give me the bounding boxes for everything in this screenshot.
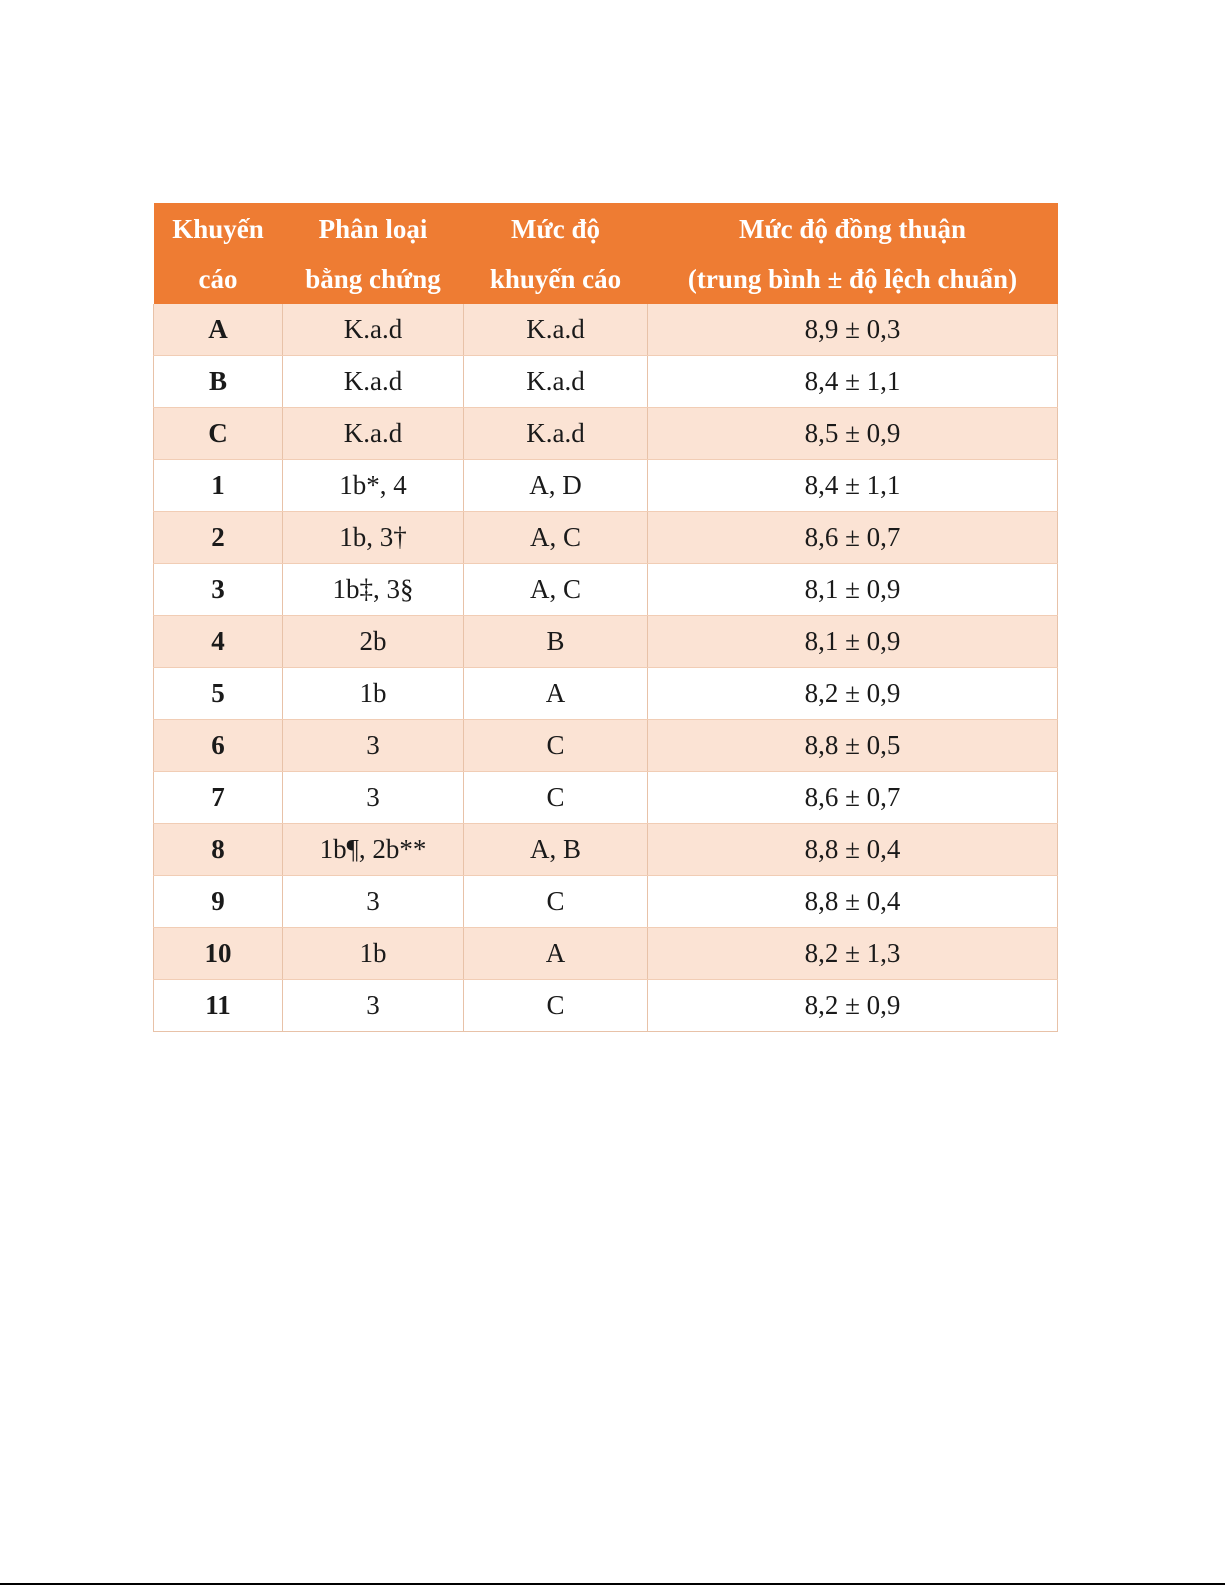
cell-recommendation-grade: B [464,616,648,668]
cell-agreement-level: 8,9 ± 0,3 [648,304,1058,356]
header-recommendation-grade [464,203,648,304]
cell-recommendation: C [154,408,283,460]
cell-agreement-level: 8,4 ± 1,1 [648,356,1058,408]
cell-recommendation-grade: A, D [464,460,648,512]
table-row [154,720,1058,772]
cell-recommendation-grade: K.a.d [464,408,648,460]
header-agreement-level-line-1: Mức độ đồng thuận [738,213,966,244]
table-row [154,824,1058,876]
table-row [154,356,1058,408]
cell-recommendation-grade: C [464,980,648,1032]
cell-agreement-level: 8,4 ± 1,1 [648,460,1058,512]
cell-recommendation-grade: A, C [464,512,648,564]
table-row [154,772,1058,824]
cell-recommendation: 6 [154,720,283,772]
header-agreement-level [648,203,1058,304]
table-row [154,512,1058,564]
header-recommendation-grade-line-2: khuyến cáo [489,263,622,294]
cell-recommendation: 8 [154,824,283,876]
table-header [154,203,1058,304]
cell-agreement-level: 8,2 ± 0,9 [648,668,1058,720]
cell-recommendation: 2 [154,512,283,564]
cell-recommendation-grade: A, B [464,824,648,876]
header-recommendation [154,203,283,304]
cell-recommendation-grade: C [464,876,648,928]
cell-recommendation: A [154,304,283,356]
cell-evidence-class: 2b [283,616,464,668]
cell-recommendation: B [154,356,283,408]
cell-recommendation: 4 [154,616,283,668]
table-row [154,668,1058,720]
cell-evidence-class: 1b*, 4 [283,460,464,512]
table-row [154,408,1058,460]
cell-evidence-class: 1b‡, 3§ [283,564,464,616]
table-row [154,564,1058,616]
cell-agreement-level: 8,8 ± 0,4 [648,824,1058,876]
cell-agreement-level: 8,6 ± 0,7 [648,512,1058,564]
cell-evidence-class: 3 [283,876,464,928]
cell-recommendation-grade: K.a.d [464,304,648,356]
table-row [154,876,1058,928]
cell-evidence-class: 3 [283,772,464,824]
cell-recommendation: 9 [154,876,283,928]
table-row [154,928,1058,980]
table-row [154,304,1058,356]
cell-recommendation-grade: C [464,772,648,824]
cell-recommendation-grade: A [464,928,648,980]
cell-recommendation-grade: A [464,668,648,720]
header-agreement-level-line-2: (trung bình ± độ lệch chuẩn) [687,263,1018,294]
cell-evidence-class: 3 [283,980,464,1032]
header-evidence-class [283,203,464,304]
cell-agreement-level: 8,8 ± 0,5 [648,720,1058,772]
table-row [154,980,1058,1032]
cell-agreement-level: 8,6 ± 0,7 [648,772,1058,824]
cell-recommendation: 1 [154,460,283,512]
cell-evidence-class: 1b¶, 2b** [283,824,464,876]
cell-evidence-class: K.a.d [283,304,464,356]
cell-recommendation-grade: A, C [464,564,648,616]
cell-agreement-level: 8,8 ± 0,4 [648,876,1058,928]
table-row [154,616,1058,668]
header-evidence-class-line-2: bằng chứng [305,263,441,294]
cell-recommendation: 7 [154,772,283,824]
cell-evidence-class: K.a.d [283,356,464,408]
cell-evidence-class: 1b [283,928,464,980]
cell-recommendation: 11 [154,980,283,1032]
cell-agreement-level: 8,1 ± 0,9 [648,564,1058,616]
cell-recommendation-grade: K.a.d [464,356,648,408]
table-body [154,304,1058,1032]
recommendations-table [153,203,1058,1032]
header-recommendation-line-1: Khuyến [172,213,264,244]
cell-recommendation: 3 [154,564,283,616]
cell-agreement-level: 8,5 ± 0,9 [648,408,1058,460]
header-evidence-class-line-1: Phân loại [318,213,428,244]
cell-evidence-class: 1b, 3† [283,512,464,564]
cell-evidence-class: 3 [283,720,464,772]
header-recommendation-line-2: cáo [198,263,238,294]
cell-recommendation-grade: C [464,720,648,772]
cell-recommendation: 5 [154,668,283,720]
cell-recommendation: 10 [154,928,283,980]
cell-agreement-level: 8,1 ± 0,9 [648,616,1058,668]
cell-evidence-class: K.a.d [283,408,464,460]
cell-agreement-level: 8,2 ± 0,9 [648,980,1058,1032]
table-row [154,460,1058,512]
header-row [154,203,1058,304]
cell-evidence-class: 1b [283,668,464,720]
cell-agreement-level: 8,2 ± 1,3 [648,928,1058,980]
header-recommendation-grade-line-1: Mức độ [511,213,600,244]
